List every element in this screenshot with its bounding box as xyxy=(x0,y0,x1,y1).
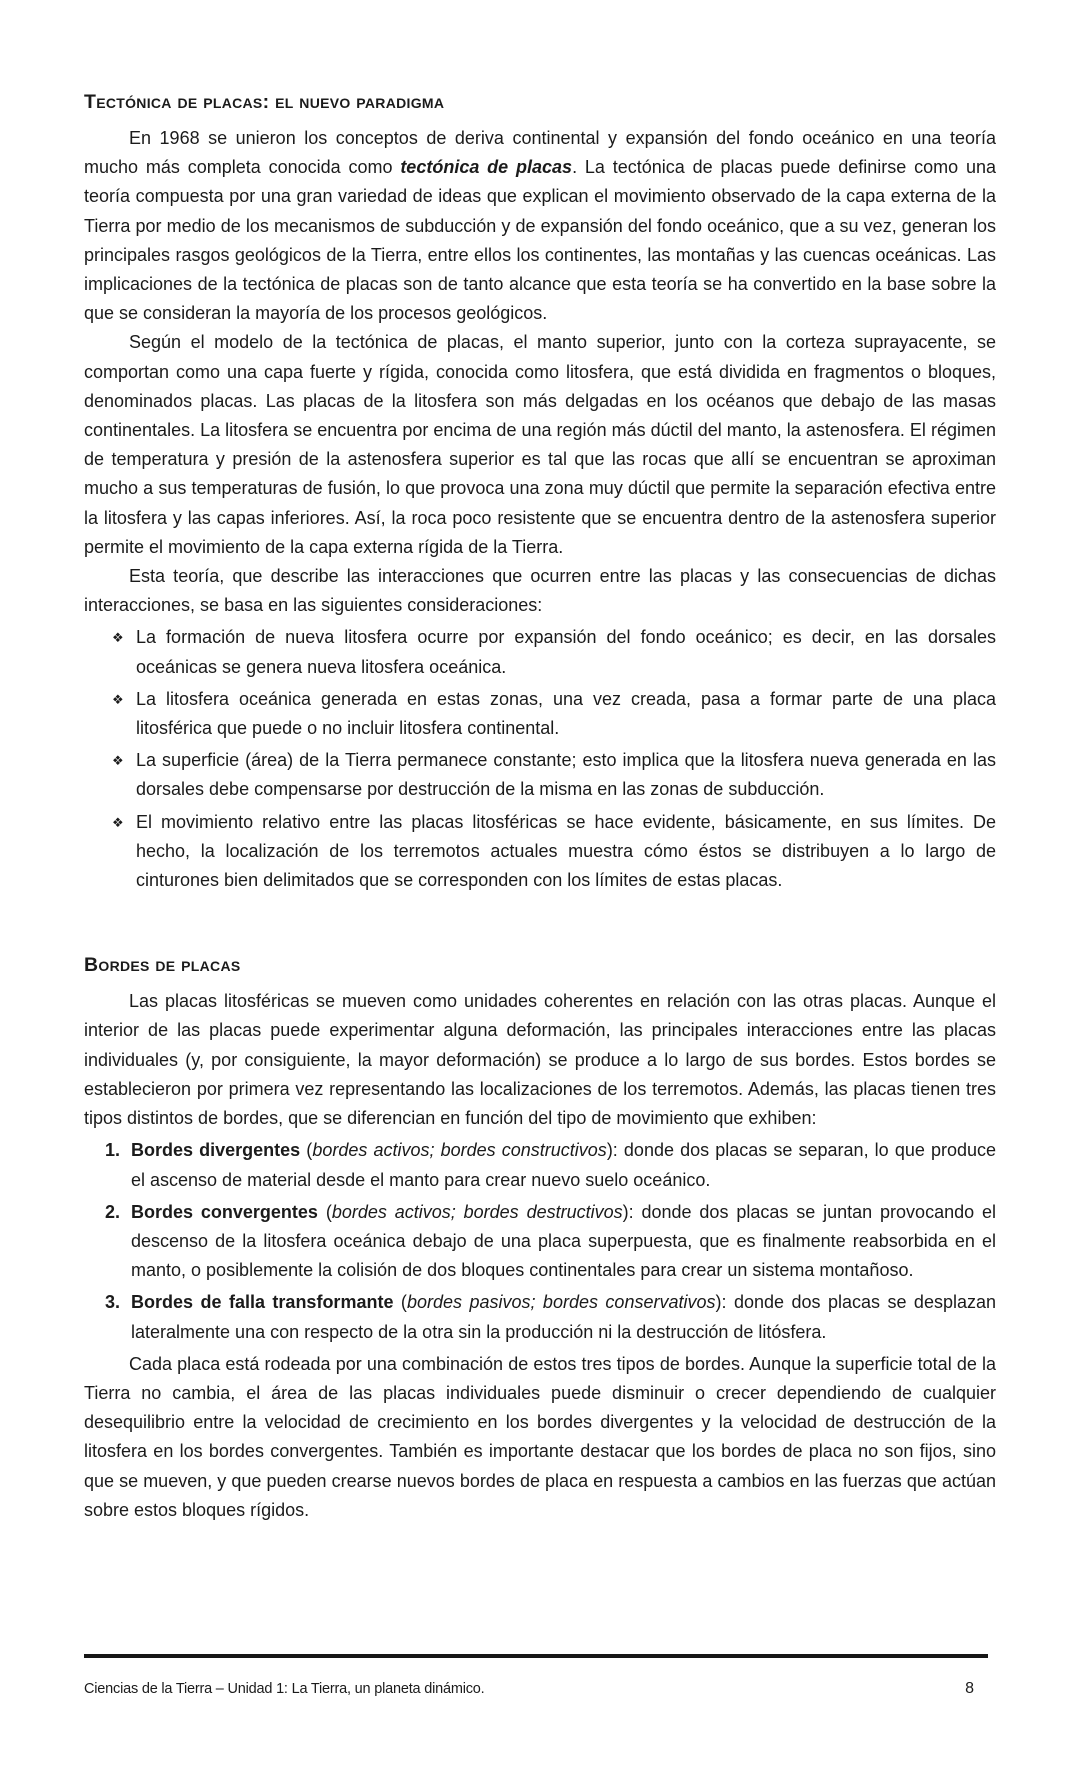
paragraph xyxy=(84,562,996,620)
text-run: Esta teoría, que describe las interacciones que ocurren entre las placas y las consecuencias de dichas interacciones, se basa en las siguientes consideraciones: xyxy=(84,566,996,616)
list-number: 3. xyxy=(105,1292,121,1313)
bullet-list xyxy=(84,623,996,895)
text-run: La litosfera oceánica generada en estas zonas, una vez creada, pasa a formar parte de una placa litosférica que puede o no incluir litosfera continental. xyxy=(136,688,996,739)
paragraph xyxy=(84,987,996,1133)
footer-course-title: Ciencias de la Tierra – Unidad 1: La Tierra, un planeta dinámico. xyxy=(84,1681,485,1697)
text-run: ( xyxy=(393,1292,407,1313)
text-run: La superficie (área) de la Tierra permanece constante; esto implica que la litosfera nueva generada en las dorsales debe compensarse por destrucción de la misma en las zonas de subducción. xyxy=(136,750,996,800)
bullet-item-text xyxy=(136,623,996,681)
numbered-item-text xyxy=(131,1288,996,1346)
text-run: Cada placa está rodeada por una combinación de estos tres tipos de bordes. Aunque la superficie total de la Tierra no cambia, el área de las placas individuales puede disminuir o crecer dependiendo de cualquier desequilibrio entre la velocidad de crecimiento en los bordes divergentes y la velocidad de destrucción de la litosfera en los bordes convergentes. También es importante destacar que los bordes de placa no son fijos, sino que se mueven, y que pueden crearse nuevos bordes de placa en respuesta a cambios en las fuerzas que actúan sobre estos bloques rígidos. xyxy=(84,1353,996,1520)
text-run: Bordes convergentes xyxy=(131,1201,318,1222)
paragraph xyxy=(84,1350,996,1525)
bullet-list-item xyxy=(84,685,996,743)
text-run: ( xyxy=(300,1140,313,1161)
numbered-item-text xyxy=(131,1136,996,1194)
text-run: Las placas litosféricas se mueven como unidades coherentes en relación con las otras placas. Aunque el interior de las placas puede experimentar alguna deformación, las principales interacciones entre las placas individuales (y, por consiguiente, la mayor deformación) se produce a lo largo de sus bordes. Estos bordes se establecieron por primera vez representando las localizaciones de los terremotos. Además, las placas tienen tres tipos distintos de bordes, que se diferencian en función del tipo de movimiento que exhiben: xyxy=(84,991,996,1129)
bullet-diamond-icon: ❖ xyxy=(112,630,124,646)
bullet-diamond-icon: ❖ xyxy=(112,691,124,707)
text-run: bordes activos; bordes destructivos xyxy=(331,1201,623,1222)
text-run: En 1968 se unieron los conceptos de deriva continental y expansión del fondo oceánico en una teoría mucho más completa conocida como xyxy=(84,128,996,178)
section-heading: Tectónica de placas: el nuevo paradigma xyxy=(84,91,445,113)
section-heading: Bordes de placas xyxy=(84,954,241,977)
bullet-list-item xyxy=(84,623,996,681)
numbered-list-item xyxy=(84,1288,996,1346)
numbered-list-item xyxy=(84,1136,996,1194)
bullet-diamond-icon: ❖ xyxy=(112,753,124,769)
text-run: tectónica de placas xyxy=(400,157,573,178)
text-run: bordes pasivos; bordes conservativos xyxy=(406,1292,716,1313)
paragraph xyxy=(84,328,996,562)
text-run: Bordes de falla transformante xyxy=(131,1292,394,1313)
numbered-list xyxy=(84,1136,996,1346)
bullet-list-item xyxy=(84,746,996,804)
text-run: ( xyxy=(317,1201,332,1222)
bullet-item-text xyxy=(136,808,996,896)
list-number: 2. xyxy=(105,1201,121,1222)
text-run: ): donde dos placas se desplazan lateralmente una con respecto de la otra sin la producción ni la destrucción de litósfera. xyxy=(131,1292,996,1342)
bullet-diamond-icon: ❖ xyxy=(112,814,124,830)
paragraph xyxy=(84,124,996,328)
numbered-item-text xyxy=(131,1198,996,1286)
footer-divider xyxy=(84,1654,988,1658)
page-number: 8 xyxy=(965,1680,974,1697)
text-run: ): donde dos placas se juntan provocando el descenso de la litosfera oceánica debajo de una placa superpuesta, que es finalmente reabsorbida en el manto, o posiblemente la colisión de dos bloques continentales para crear un sistema montañoso. xyxy=(131,1201,997,1281)
text-run: . La tectónica de placas puede definirse como una teoría compuesta por una gran variedad de ideas que explican el movimiento observado de la capa externa de la Tierra por medio de los mecanismos de subducción y de expansión del fondo oceánico, que a su vez, generan los principales rasgos geológicos de la Tierra, entre ellos los continentes, las montañas y las cuencas oceánicas. Las implicaciones de la tectónica de placas son de tanto alcance que esta teoría se ha convertido en la base sobre la que se consideran la mayoría de los procesos geológicos. xyxy=(84,157,996,324)
text-run: Bordes divergentes xyxy=(131,1140,301,1161)
page-footer xyxy=(84,1654,988,1698)
text-run: ): donde dos placas se separan, lo que produce el ascenso de material desde el manto para crear nuevo suelo oceánico. xyxy=(131,1140,997,1190)
text-run: El movimiento relativo entre las placas litosféricas se hace evidente, básicamente, en sus límites. De hecho, la localización de los terremotos actuales muestra cómo éstos se distribuyen a lo largo de cinturones bien delimitados que se corresponden con los límites de estas placas. xyxy=(136,811,996,891)
text-run: Según el modelo de la tectónica de placas, el manto superior, junto con la corteza suprayacente, se comportan como una capa fuerte y rígida, conocida como litosfera, que está dividida en fragmentos o bloques, denominados placas. Las placas de la litosfera son más delgadas en los océanos que debajo de las masas continentales. La litosfera se encuentra por encima de una región más dúctil del manto, la astenosfera. El régimen de temperatura y presión de la astenosfera superior es tal que las rocas que allí se encuentran se aproximan mucho a sus temperaturas de fusión, lo que provoca una zona muy dúctil que permite la separación efectiva entre la litosfera y las capas inferiores. Así, la roca poco resistente que se encuentra dentro de la astenosfera superior permite el movimiento de la capa externa rígida de la Tierra. xyxy=(84,332,996,557)
bullet-item-text xyxy=(136,746,996,804)
bullet-item-text xyxy=(136,685,996,743)
bullet-list-item xyxy=(84,808,996,896)
text-run: La formación de nueva litosfera ocurre por expansión del fondo oceánico; es decir, en las dorsales oceánicas se genera nueva litosfera oceánica. xyxy=(136,627,996,677)
footer-row xyxy=(84,1680,988,1698)
numbered-list-item xyxy=(84,1198,996,1286)
text-run: bordes activos; bordes constructivos xyxy=(312,1140,607,1161)
document-body xyxy=(84,88,996,1525)
list-number: 1. xyxy=(105,1140,121,1161)
